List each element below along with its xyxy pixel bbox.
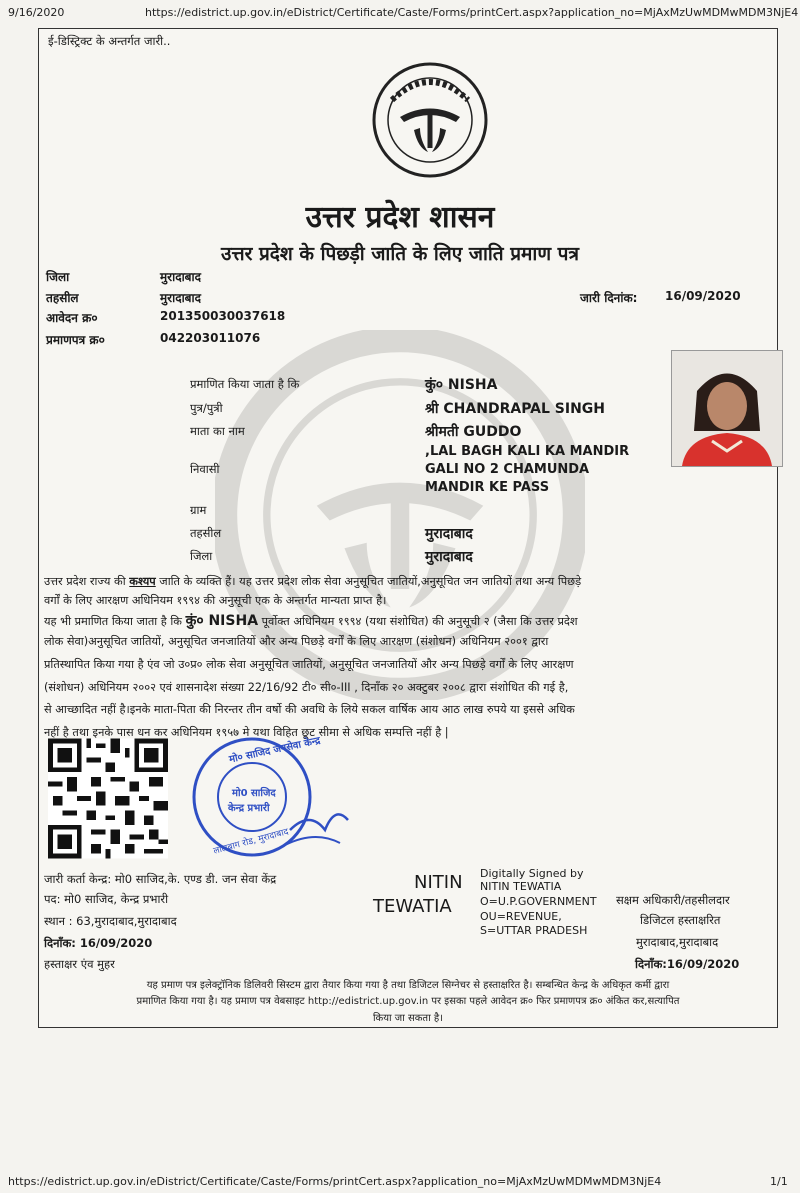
district-label: जिला — [46, 270, 70, 284]
para2-start: यह भी प्रमाणित किया जाता है कि — [44, 615, 186, 628]
authority-line-2: डिजिटल हस्ताक्षरित — [640, 913, 721, 927]
footer-note-line-3: किया जा सकता है। — [372, 1013, 444, 1024]
certified-label: प्रमाणित किया जाता है कि — [190, 377, 300, 391]
issue-date: 16/09/2020 — [665, 289, 741, 303]
footer-note-line-2: प्रमाणित किया गया है। यह प्रमाण पत्र वेबसाइट http://edistrict.up.gov.in पर इसका पहले आवेदन क्र० फिर प्रमाणपत्र क्र० अंकित कर,सत्यापित — [136, 996, 680, 1007]
signer-detail-3: OU=REVENUE, — [480, 910, 562, 923]
mother-label: माता का नाम — [190, 424, 245, 438]
tehsil-label: तहसील — [46, 291, 79, 305]
applicant-name: कुं० NISHA — [425, 377, 498, 393]
signer-name-line-2: TEWATIA — [373, 896, 452, 917]
government-title: उत्तर प्रदेश शासन — [305, 200, 495, 235]
address-line-3: MANDIR KE PASS — [425, 480, 550, 495]
father-name: श्री CHANDRAPAL SINGH — [425, 401, 606, 417]
para2-applicant-name: कुं० NISHA — [185, 613, 259, 629]
issued-under-text: ई-डिस्ट्रिक्ट के अन्तर्गत जारी.. — [48, 34, 171, 48]
footer-note-line-1: यह प्रमाण पत्र इलेक्ट्रॉनिक डिलिवरी सिस्टम द्वारा तैयार किया गया है तथा डिजिटल सिग्नेचर से हस्ताक्षरित है। सम्बन्धित केन्द्र के अधिकृत कर्मी द्वारा — [146, 980, 670, 991]
stamp-ring-text: मो० साजिद जनसेवा केन्द्र — [228, 735, 322, 766]
signer-name-line-1: NITIN — [414, 872, 463, 893]
relation-label: पुत्र/पुत्री — [190, 401, 223, 415]
body-paragraph-2-line-6: नहीं है तथा इनके पास धन कर अधिनियम १९५७ मे यथा विहित छूट सीमा से अधिक सम्पत्ति नहीं है | — [44, 726, 449, 739]
body-paragraph-2-line-4: (संशोधन) अधिनियम २००२ एवं शासनादेश संख्या 22/16/92 टी० सी०-III , दिनाँक २० अक्टुबर २००८ द्वारा संशोधित की गई है, — [44, 681, 569, 694]
body-paragraph-2-line-2: लोक सेवा)अनुसूचित जातियों, अनुसूचित जनजातियों और अन्य पिछड़े वर्गों के लिए आरक्षण (संशोधन) अधिनियम २००१ द्वारा — [44, 635, 549, 648]
body-paragraph-2-line-3: प्रतिस्थापित किया गया है एंव जो उ०प्र० लोक सेवा अनुसूचित जातियों, अनुसूचित जनजातियों और अन्य पिछड़े वर्गों के लिए आरक्षण — [44, 658, 574, 671]
signer-detail-2: O=U.P.GOVERNMENT — [480, 895, 597, 908]
person-tehsil-label: तहसील — [190, 526, 222, 540]
issuer-place: स्थान : 63,मुरादाबाद,मुरादाबाद — [44, 914, 177, 928]
person-district-value: मुरादाबाद — [425, 549, 473, 565]
print-date: 9/16/2020 — [8, 6, 65, 19]
issuer-date: दिनाँक: 16/09/2020 — [44, 936, 153, 950]
authority-line-1: सक्षम अधिकारी/तहसीलदार — [616, 893, 730, 907]
application-number: 201350030037618 — [160, 309, 286, 323]
residence-label: निवासी — [190, 462, 220, 476]
signer-detail-1: NITIN TEWATIA — [480, 880, 562, 893]
signer-detail-4: S=UTTAR PRADESH — [480, 924, 588, 937]
issuer-center: जारी कर्ता केन्द्र: मो0 साजिद,के. एण्ड डी. जन सेवा केंद्र — [44, 872, 277, 886]
authority-line-3: मुरादाबाद,मुरादाबाद — [636, 935, 719, 949]
certificate-number-label: प्रमाणपत्र क्र० — [46, 333, 105, 347]
stamp-center-name: मो0 साजिद — [232, 788, 276, 799]
stamp-bottom-text: लालबाग रोड, मुरादाबाद — [212, 827, 290, 857]
person-district-label: जिला — [190, 549, 213, 563]
address-line-2: GALI NO 2 CHAMUNDA — [425, 462, 590, 477]
person-tehsil-value: मुरादाबाद — [425, 526, 473, 542]
issuer-post: पद: मो0 साजिद, केन्द्र प्रभारी — [44, 892, 169, 906]
district-value: मुरादाबाद — [160, 270, 202, 284]
qr-code-icon[interactable] — [48, 737, 168, 860]
caste-name: कश्यप — [129, 575, 156, 588]
body-paragraph-2-line-5: से आच्छादित नहीं है।इनके माता-पिता की निरन्तर तीन वर्षो की अवधि के लिये सकल वार्षिक आय आठ लाख रुपये या इससे अधिक — [44, 703, 575, 716]
issue-date-label: जारी दिनांक: — [580, 291, 638, 305]
applicant-photo — [671, 350, 783, 467]
stamp-center-post: केन्द्र प्रभारी — [228, 803, 270, 814]
body-paragraph-1 — [44, 572, 774, 591]
issuer-sign-seal: हस्ताक्षर एंव मुहर — [44, 957, 115, 971]
para1-start: उत्तर प्रदेश राज्य की — [44, 575, 130, 588]
print-url-top[interactable]: https://edistrict.up.gov.in/eDistrict/Certificate/Caste/Forms/printCert.aspx?application_no=MjAxMzUwMDMwMDM3NjE4 — [145, 6, 799, 19]
certificate-title: उत्तर प्रदेश के पिछड़ी जाति के लिए जाति प्रमाण पत्र — [221, 243, 579, 265]
digitally-signed-label: Digitally Signed by — [480, 867, 584, 880]
tehsil-value: मुरादाबाद — [160, 291, 202, 305]
application-label: आवेदन क्र० — [46, 311, 98, 325]
print-url-bottom[interactable]: https://edistrict.up.gov.in/eDistrict/Certificate/Caste/Forms/printCert.aspx?application_no=MjAxMzUwMDMwMDM3NjE4 — [8, 1175, 662, 1188]
address-line-1: ,LAL BAGH KALI KA MANDIR — [425, 444, 630, 459]
body-paragraph-2 — [44, 612, 774, 631]
mother-name: श्रीमती GUDDO — [425, 424, 522, 440]
para2-mid: पूर्वोक्त अधिनियम १९९४ (यथा संशोधित) की अनुसूची २ (जैसा कि उत्तर प्रदेश — [258, 615, 578, 628]
village-label: ग्राम — [190, 503, 207, 517]
authority-date: दिनाँक:16/09/2020 — [635, 957, 740, 971]
certificate-number: 042203011076 — [160, 331, 261, 345]
person-photo-icon — [672, 351, 782, 466]
up-government-emblem-icon — [370, 60, 490, 180]
print-page-number: 1/1 — [770, 1175, 788, 1188]
para1-mid: जाति के व्यक्ति हैं। यह उत्तर प्रदेश लोक सेवा अनुसूचित जातियों,अनुसूचित जन जातियों तथा अन्य पिछड़े — [155, 575, 582, 588]
body-paragraph-1-line-2: वर्गों के लिए आरक्षण अधिनियम १९९४ की अनुसूची एक के अन्तर्गत मान्यता प्राप्त है। — [44, 594, 387, 607]
